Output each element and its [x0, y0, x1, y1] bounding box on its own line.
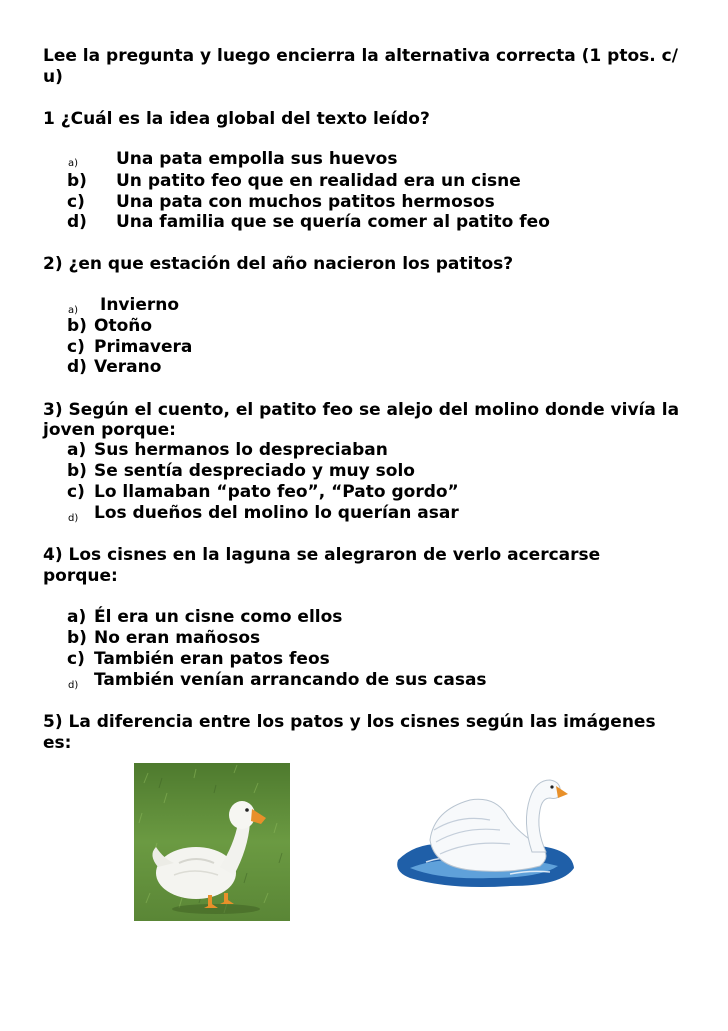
question-3-option-b-text[interactable]: Se sentía despreciado y muy solo: [94, 461, 415, 481]
question-4-option-a-marker: a): [67, 607, 87, 627]
question-1-option-b-marker: b): [67, 171, 87, 191]
question-1-option-a-text[interactable]: Una pata empolla sus huevos: [116, 149, 398, 169]
question-2-option-b-text[interactable]: Otoño: [94, 316, 153, 336]
question-3-option-c-text[interactable]: Lo llamaban “pato feo”, “Pato gordo”: [94, 482, 459, 502]
question-5-title-line-2: es:: [43, 733, 72, 753]
question-1-option-c-text[interactable]: Una pata con muchos patitos hermosos: [116, 192, 495, 212]
question-3-option-c-marker: c): [67, 482, 85, 502]
question-4-option-d-text[interactable]: También venían arrancando de sus casas: [94, 670, 487, 690]
question-2-option-a-text[interactable]: Invierno: [100, 295, 180, 315]
question-4-option-b-text[interactable]: No eran mañosos: [94, 628, 261, 648]
question-4-option-c-text[interactable]: También eran patos feos: [94, 649, 330, 669]
question-3-option-a-text[interactable]: Sus hermanos lo despreciaban: [94, 440, 388, 460]
question-2-title: 2) ¿en que estación del año nacieron los patitos?: [43, 254, 514, 274]
question-1-title: 1 ¿Cuál es la idea global del texto leído?: [43, 109, 430, 129]
question-3-title-line-2: joven porque:: [43, 420, 176, 440]
question-3-option-d-marker: d): [68, 513, 79, 524]
question-4-option-b-marker: b): [67, 628, 87, 648]
question-3-option-a-marker: a): [67, 440, 87, 460]
swan-illustration-icon: [390, 770, 580, 896]
question-4-option-c-marker: c): [67, 649, 85, 669]
question-1-option-a-marker: a): [68, 158, 79, 169]
instructions-line-2: u): [43, 67, 63, 87]
question-3-option-b-marker: b): [67, 461, 87, 481]
question-2-option-c-marker: c): [67, 337, 85, 357]
question-4-option-d-marker: d): [68, 680, 79, 691]
question-1-option-b-text[interactable]: Un patito feo que en realidad era un cisne: [116, 171, 521, 191]
question-3-title-line-1: 3) Según el cuento, el patito feo se alejo del molino donde vivía la: [43, 400, 680, 420]
question-2-option-b-marker: b): [67, 316, 87, 336]
question-4-title-line-2: porque:: [43, 566, 118, 586]
question-5-title-line-1: 5) La diferencia entre los patos y los cisnes según las imágenes: [43, 712, 656, 732]
question-4-option-a-text[interactable]: Él era un cisne como ellos: [94, 607, 343, 627]
question-1-option-d-text[interactable]: Una familia que se quería comer al patito feo: [116, 212, 550, 232]
question-3-option-d-text[interactable]: Los dueños del molino lo querían asar: [94, 503, 459, 523]
instructions-line-1: Lee la pregunta y luego encierra la alternativa correcta (1 ptos. c/: [43, 46, 678, 66]
duck-photo-icon: [134, 763, 290, 921]
question-1-option-d-marker: d): [67, 212, 87, 232]
question-2-option-d-text[interactable]: Verano: [94, 357, 162, 377]
question-2-option-a-marker: a): [68, 305, 79, 316]
question-4-title-line-1: 4) Los cisnes en la laguna se alegraron de verlo acercarse: [43, 545, 601, 565]
question-2-option-c-text[interactable]: Primavera: [94, 337, 193, 357]
question-1-option-c-marker: c): [67, 192, 85, 212]
question-2-option-d-marker: d): [67, 357, 87, 377]
